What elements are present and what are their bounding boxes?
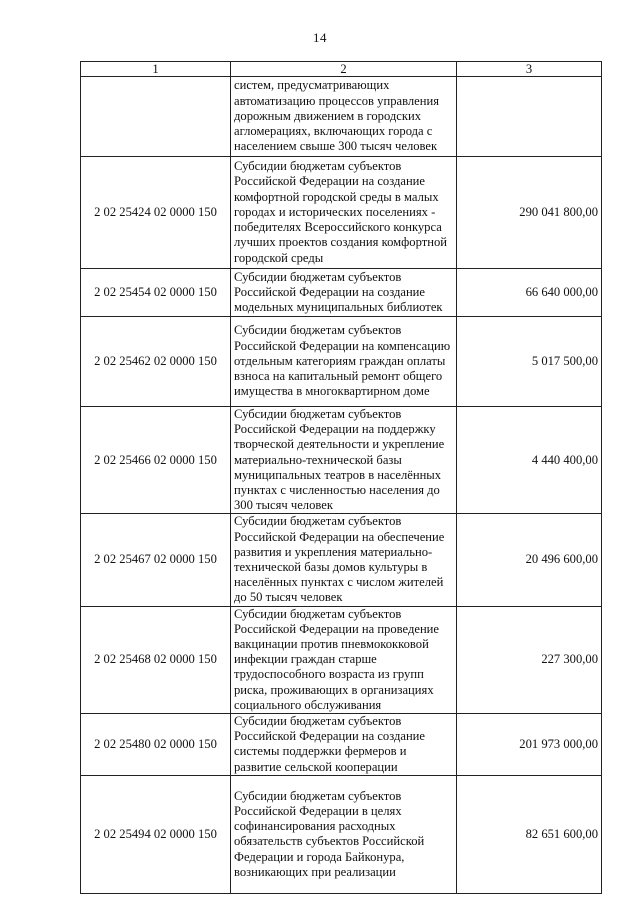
- budget-description: Субсидии бюджетам субъектов Российской Федерации в целях софинансирования расходных обязательств субъектов Российской Федерации и города Байконура, возникающих при реализации: [231, 775, 457, 893]
- table-row: [81, 77, 602, 157]
- table-row: [81, 407, 602, 514]
- budget-description: Субсидии бюджетам субъектов Российской Федерации на поддержку творческой деятельности и укрепление материально-технической базы муниципальных театров в населённых пунктах с численностью населения до 300 тысяч человек: [231, 407, 457, 514]
- budget-description: Субсидии бюджетам субъектов Российской Федерации на проведение вакцинации против пневмококковой инфекции граждан старше трудоспособного возраста из групп риска, проживающих в организациях социального обслуживания: [231, 606, 457, 713]
- table-row: [81, 317, 602, 407]
- table-row: [81, 269, 602, 317]
- budget-amount: [457, 77, 602, 157]
- column-header-3: 3: [457, 62, 602, 77]
- table-row: [81, 714, 602, 776]
- budget-code: [81, 77, 231, 157]
- budget-code: 2 02 25454 02 0000 150: [81, 269, 231, 317]
- table-row: [81, 775, 602, 893]
- column-header-2: 2: [231, 62, 457, 77]
- budget-amount: 227 300,00: [457, 606, 602, 713]
- budget-code: 2 02 25494 02 0000 150: [81, 775, 231, 893]
- budget-table: [80, 61, 602, 894]
- budget-code: 2 02 25424 02 0000 150: [81, 157, 231, 269]
- budget-code: 2 02 25462 02 0000 150: [81, 317, 231, 407]
- table-row: [81, 514, 602, 606]
- budget-amount: 82 651 600,00: [457, 775, 602, 893]
- budget-amount: 201 973 000,00: [457, 714, 602, 776]
- budget-description: Субсидии бюджетам субъектов Российской Федерации на создание комфортной городской среды в малых городах и исторических поселениях - победителях Всероссийского конкурса лучших проектов создания комфортной городской среды: [231, 157, 457, 269]
- budget-code: 2 02 25468 02 0000 150: [81, 606, 231, 713]
- column-header-1: 1: [81, 62, 231, 77]
- budget-amount: 66 640 000,00: [457, 269, 602, 317]
- budget-code: 2 02 25480 02 0000 150: [81, 714, 231, 776]
- budget-description: Субсидии бюджетам субъектов Российской Федерации на компенсацию отдельным категориям граждан оплаты взноса на капитальный ремонт общего имущества в многоквартирном доме: [231, 317, 457, 407]
- budget-code: 2 02 25466 02 0000 150: [81, 407, 231, 514]
- budget-description: систем, предусматривающих автоматизацию процессов управления дорожным движением в городских агломерациях, включающих города с населением свыше 300 тысяч человек: [231, 77, 457, 157]
- budget-description: Субсидии бюджетам субъектов Российской Федерации на обеспечение развития и укрепления материально-технической базы домов культуры в населённых пунктах с числом жителей до 50 тысяч человек: [231, 514, 457, 606]
- budget-amount: 5 017 500,00: [457, 317, 602, 407]
- budget-amount: 4 440 400,00: [457, 407, 602, 514]
- budget-description: Субсидии бюджетам субъектов Российской Федерации на создание системы поддержки фермеров и развитие сельской кооперации: [231, 714, 457, 776]
- page-number: 14: [313, 30, 327, 45]
- budget-amount: 20 496 600,00: [457, 514, 602, 606]
- table-header-row: [81, 62, 602, 77]
- table-row: [81, 157, 602, 269]
- budget-code: 2 02 25467 02 0000 150: [81, 514, 231, 606]
- table-row: [81, 606, 602, 713]
- budget-description: Субсидии бюджетам субъектов Российской Федерации на создание модельных муниципальных библиотек: [231, 269, 457, 317]
- budget-amount: 290 041 800,00: [457, 157, 602, 269]
